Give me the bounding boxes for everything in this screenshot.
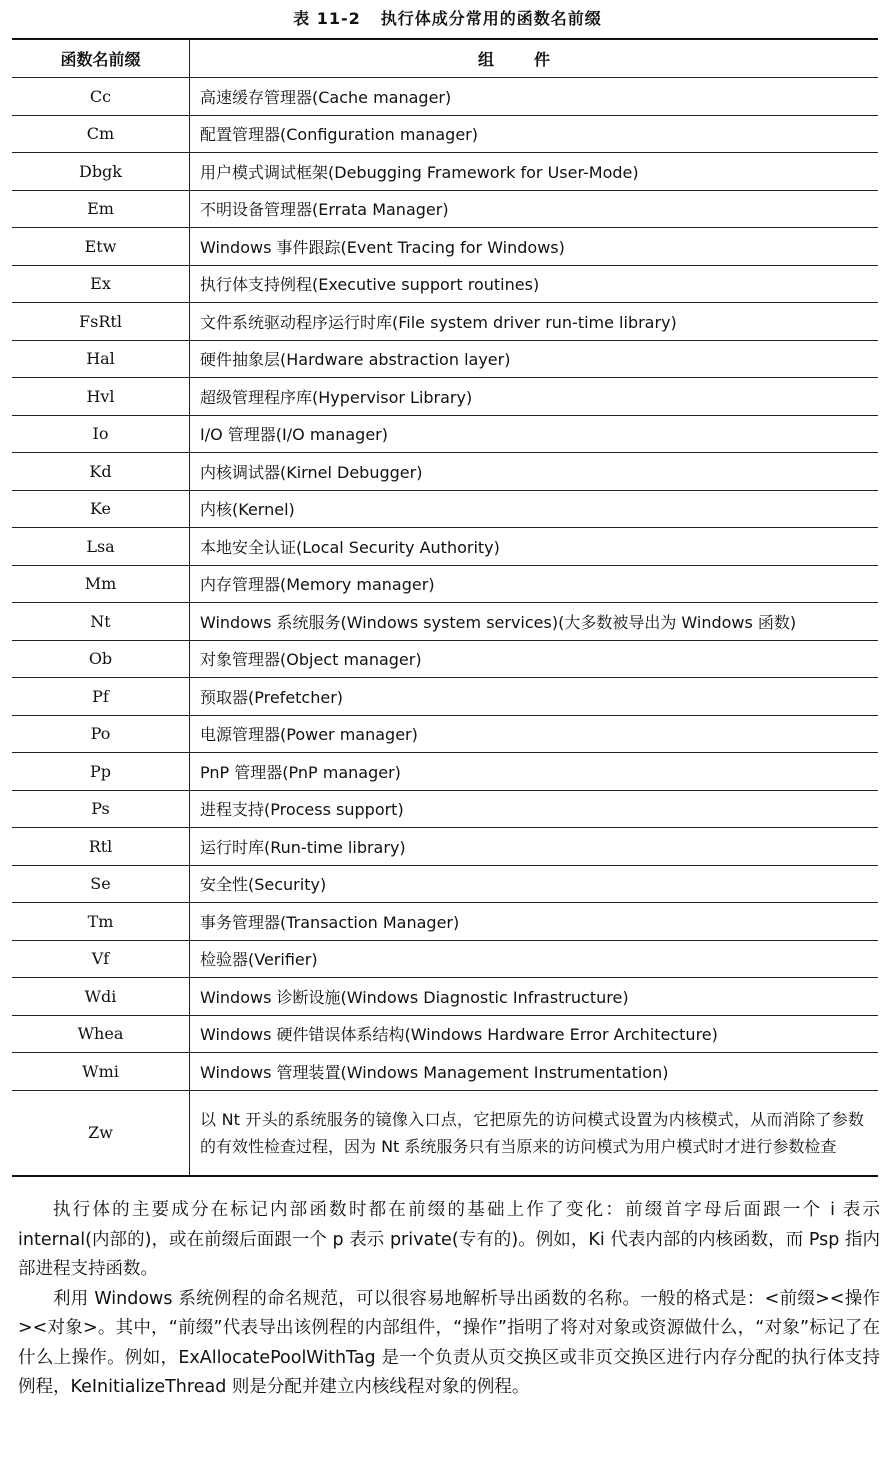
table-row	[12, 491, 878, 529]
table-row	[12, 753, 878, 791]
table-row	[12, 716, 878, 754]
prefix-cell: Em	[12, 191, 190, 228]
prefix-cell: Zw	[12, 1091, 190, 1175]
table-caption	[0, 6, 895, 29]
component-cell: 安全性(Security)	[200, 875, 327, 895]
prefix-cell: FsRtl	[12, 303, 190, 340]
table-row	[12, 828, 878, 866]
component-cell: I/O 管理器(I/O manager)	[200, 425, 388, 445]
prefix-cell: Pf	[12, 678, 190, 715]
prefix-cell: Ob	[12, 641, 190, 678]
prefix-cell: Se	[12, 866, 190, 903]
component-cell: 事务管理器(Transaction Manager)	[200, 912, 460, 932]
component-cell: 超级管理程序库(Hypervisor Library)	[200, 387, 473, 407]
table-row	[12, 416, 878, 454]
component-cell: 内存管理器(Memory manager)	[200, 575, 435, 595]
prefix-cell: Wdi	[12, 978, 190, 1015]
prefix-cell: Vf	[12, 941, 190, 978]
paragraph: 执行体的主要成分在标记内部函数时都在前缀的基础上作了变化：前缀首字母后面跟一个 i 表示 internal(内部的)，或在前缀后面跟一个 p 表示 private(专有的)。例如，Ki 代表内部的内核函数，而 Psp 指内部进程支持函数。	[18, 1200, 880, 1279]
prefix-cell: Whea	[12, 1016, 190, 1053]
prefix-cell: Hal	[12, 341, 190, 378]
table-row	[12, 641, 878, 679]
prefix-cell: Hvl	[12, 378, 190, 415]
prefix-cell: Tm	[12, 903, 190, 940]
table-row	[12, 116, 878, 154]
component-cell: Windows 硬件错误体系结构(Windows Hardware Error Architecture)	[200, 1025, 718, 1045]
prefix-table	[12, 38, 878, 1177]
prefix-cell: Rtl	[12, 828, 190, 865]
component-cell: 内核调试器(Kirnel Debugger)	[200, 462, 423, 482]
table-row	[12, 153, 878, 191]
paragraph: 利用 Windows 系统例程的命名规范，可以很容易地解析导出函数的名称。一般的格式是：<前缀><操作><对象>。其中，“前缀”代表导出该例程的内部组件，“操作”指明了将对对象或资源做什么，“对象”标记了在什么上操作。例如，ExAllocatePoolWithTag 是一个负责从页交换区或非页交换区进行内存分配的执行体支持例程，KeInitializeThread 则是分配并建立内核线程对象的例程。	[18, 1288, 880, 1397]
prefix-cell: Etw	[12, 228, 190, 265]
table-row	[12, 603, 878, 641]
component-cell: 不明设备管理器(Errata Manager)	[200, 200, 449, 220]
table-row	[12, 378, 878, 416]
component-cell: 预取器(Prefetcher)	[200, 687, 344, 707]
table-row	[12, 903, 878, 941]
component-cell: 用户模式调试框架(Debugging Framework for User-Mode)	[200, 162, 639, 182]
component-cell: Windows 管理装置(Windows Management Instrumentation)	[200, 1062, 669, 1082]
table-row	[12, 266, 878, 304]
prefix-cell: Mm	[12, 566, 190, 603]
header-prefix: 函数名前缀	[12, 40, 190, 77]
component-cell: 对象管理器(Object manager)	[200, 650, 422, 670]
component-cell: PnP 管理器(PnP manager)	[200, 762, 401, 782]
table-row	[12, 566, 878, 604]
table-row	[12, 341, 878, 379]
component-cell: Windows 诊断设施(Windows Diagnostic Infrastructure)	[200, 987, 629, 1007]
component-cell: 检验器(Verifier)	[200, 950, 318, 970]
component-cell: 电源管理器(Power manager)	[200, 725, 418, 745]
prefix-cell: Pp	[12, 753, 190, 790]
component-cell: 硬件抽象层(Hardware abstraction layer)	[200, 350, 511, 370]
table-row	[12, 228, 878, 266]
table-row	[12, 528, 878, 566]
prefix-cell: Ke	[12, 491, 190, 528]
header-component: 组件	[477, 50, 590, 69]
table-row	[12, 978, 878, 1016]
table-row	[12, 1016, 878, 1054]
component-cell: 本地安全认证(Local Security Authority)	[200, 537, 500, 557]
prefix-cell: Lsa	[12, 528, 190, 565]
table-header-row	[12, 40, 878, 78]
prefix-cell: Wmi	[12, 1053, 190, 1090]
table-row	[12, 191, 878, 229]
table-row	[12, 941, 878, 979]
prefix-cell: Dbgk	[12, 153, 190, 190]
component-cell: 文件系统驱动程序运行时库(File system driver run-time library)	[200, 312, 677, 332]
component-cell: 运行时库(Run-time library)	[200, 837, 406, 857]
table-row	[12, 866, 878, 904]
table-row	[12, 1053, 878, 1091]
prefix-cell: Ps	[12, 791, 190, 828]
table-row	[12, 1091, 878, 1175]
component-cell: 配置管理器(Configuration manager)	[200, 125, 478, 145]
prefix-cell: Cm	[12, 116, 190, 153]
prefix-cell: Cc	[12, 78, 190, 115]
table-row	[12, 791, 878, 829]
component-cell: Windows 事件跟踪(Event Tracing for Windows)	[200, 237, 565, 257]
component-cell: 以 Nt 开头的系统服务的镜像入口点，它把原先的访问模式设置为内核模式，从而消除了参数的有效性检查过程，因为 Nt 系统服务只有当原来的访问模式为用户模式时才进行参数检查	[200, 1109, 864, 1156]
prefix-cell: Kd	[12, 453, 190, 490]
prefix-cell: Po	[12, 716, 190, 753]
table-row	[12, 78, 878, 116]
table-row	[12, 678, 878, 716]
table-body	[12, 78, 878, 1175]
component-cell: 内核(Kernel)	[200, 500, 295, 520]
table-row	[12, 303, 878, 341]
prefix-cell: Io	[12, 416, 190, 453]
component-cell: 高速缓存管理器(Cache manager)	[200, 87, 452, 107]
component-cell: 执行体支持例程(Executive support routines)	[200, 275, 540, 295]
table-number: 表 11-2	[293, 9, 361, 28]
table-title: 执行体成分常用的函数名前缀	[380, 9, 602, 28]
prefix-cell: Nt	[12, 603, 190, 640]
prefix-cell: Ex	[12, 266, 190, 303]
table-row	[12, 453, 878, 491]
component-cell: 进程支持(Process support)	[200, 800, 404, 820]
component-cell: Windows 系统服务(Windows system services)(大多数被导出为 Windows 函数)	[200, 612, 797, 632]
body-text	[18, 1196, 880, 1403]
